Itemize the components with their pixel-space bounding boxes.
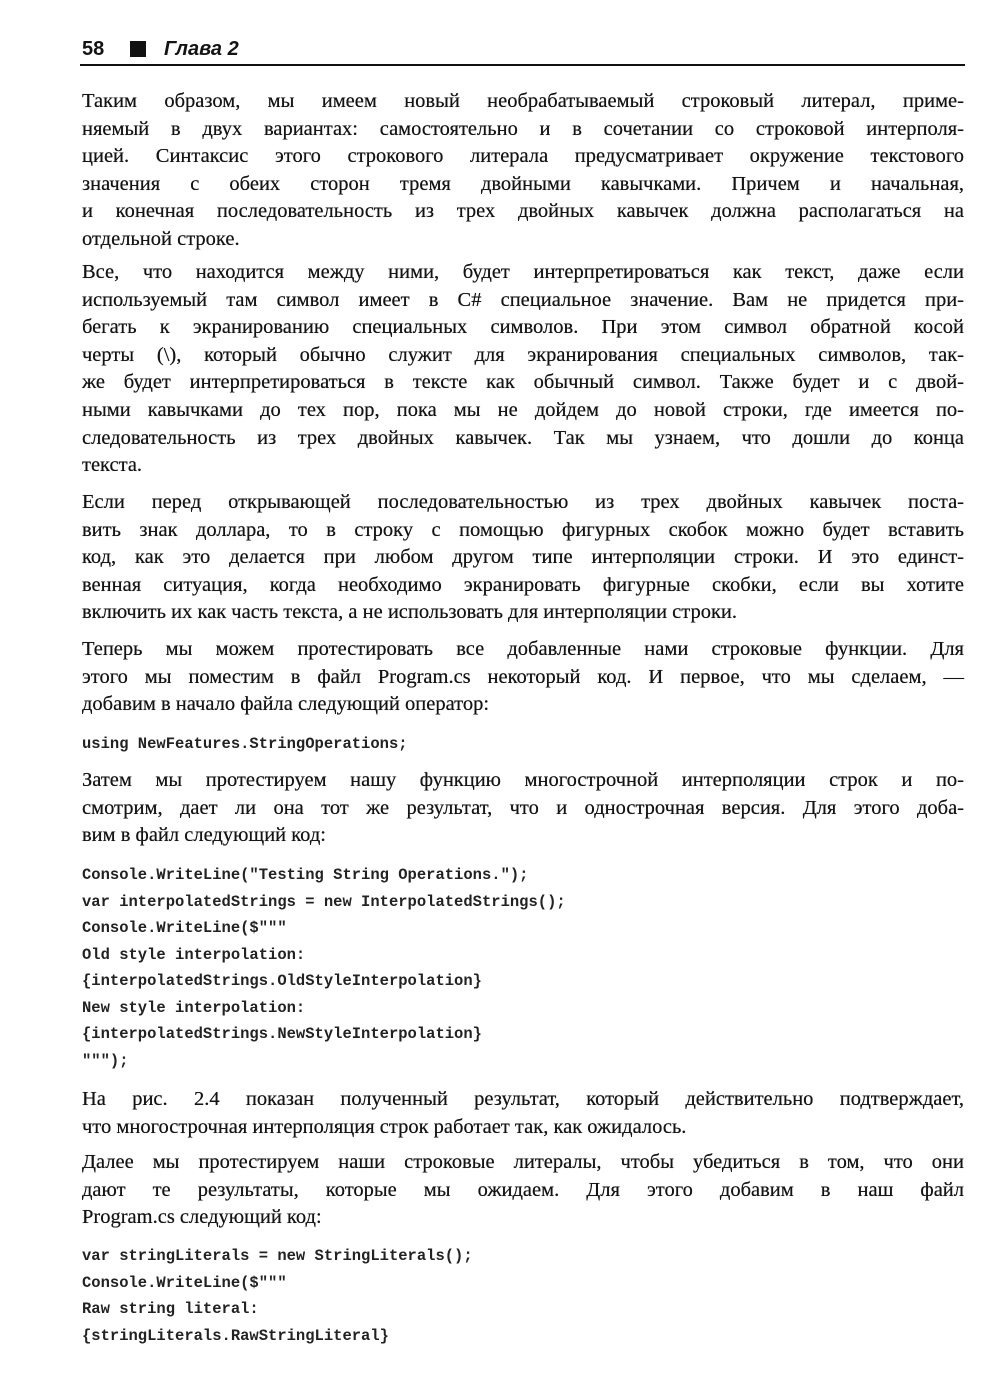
code-line: """); (82, 1051, 129, 1070)
paragraph (82, 1149, 964, 1232)
text-line: Теперь мы можем протестировать все добавленные нами строковые функции. Для (82, 638, 964, 660)
paragraph (82, 88, 964, 254)
paragraph (82, 767, 964, 850)
text-line: Таким образом, мы имеем новый необрабатываемый строковый литерал, приме- (82, 90, 964, 112)
text-line: дают те результаты, которые мы ожидаем. Для этого добавим в наш файл (82, 1178, 964, 1201)
text-line: и конечная последовательность из трех двойных кавычек должна располагаться на (82, 200, 964, 223)
text-line: Если перед открывающей последовательностью из трех двойных кавычек поста- (82, 491, 964, 513)
text-line: Program.cs следующий код: (82, 1206, 322, 1229)
text-line: что многострочная интерполяция строк работает так, как ожидалось. (82, 1115, 687, 1138)
text-line: вить знак доллара, то в строку с помощью фигурных скобок можно будет вставить (82, 518, 964, 541)
code-line: {interpolatedStrings.OldStyleInterpolation} (82, 972, 482, 990)
running-header (80, 38, 965, 66)
text-line: же будет интерпретироваться в тексте как обычный символ. Также будет и с двой- (82, 371, 964, 394)
code-listing (82, 862, 964, 1074)
text-line: бегать к экранированию специальных символов. При этом символ обратной косой (82, 316, 964, 339)
code-line: New style interpolation: (82, 998, 306, 1017)
code-line: Old style interpolation: (82, 945, 306, 964)
code-line: Raw string literal: (82, 1300, 259, 1318)
text-line: На рис. 2.4 показан полученный результат, который действительно подтверждает, (82, 1088, 964, 1110)
paragraph (82, 489, 964, 627)
text-line: значения с обеих сторон тремя двойными кавычками. Причем и начальная, (82, 172, 964, 195)
text-line: Далее мы протестируем наши строковые литералы, чтобы убедиться в том, что они (82, 1151, 964, 1173)
text-line: этого мы поместим в файл Program.cs некоторый код. И первое, что мы сделаем, — (82, 665, 964, 688)
code-line: {interpolatedStrings.NewStyleInterpolation} (82, 1025, 482, 1043)
code-listing (82, 1243, 964, 1349)
paragraph (82, 1086, 964, 1141)
text-line: следовательность из трех двойных кавычек. Так мы узнаем, что дошли до конца (82, 426, 964, 449)
code-line: Console.WriteLine("Testing String Operations."); (82, 866, 529, 884)
text-line: Все, что находится между ними, будет интерпретироваться как текст, даже если (82, 261, 964, 283)
text-line: используемый там символ имеет в C# специальное значение. Вам не придется при- (82, 288, 964, 311)
code-line: using NewFeatures.StringOperations; (82, 735, 408, 753)
code-line: var interpolatedStrings = new InterpolatedStrings(); (82, 892, 566, 911)
chapter-title: Глава 2 (164, 38, 239, 60)
paragraph (82, 259, 964, 480)
text-line: включить их как часть текста, а не использовать для интерполяции строки. (82, 601, 738, 624)
code-line: Console.WriteLine($""" (82, 1273, 287, 1292)
text-line: текста. (82, 454, 143, 477)
text-line: ными кавычками до тех пор, пока мы не дойдем до новой строки, где имеется по- (82, 398, 964, 421)
square-bullet-icon (130, 41, 146, 57)
paragraph (82, 636, 964, 719)
text-line: няемый в двух вариантах: самостоятельно и в сочетании со строковой интерполя- (82, 117, 964, 140)
text-line: код, как это делается при любом другом типе интерполяции строки. И это единст- (82, 546, 964, 569)
text-line: черты (\), который обычно служит для экранирования специальных символов, так- (82, 343, 964, 366)
text-line: венная ситуация, когда необходимо экранировать фигурные скобки, если вы хотите (82, 573, 964, 596)
page-number: 58 (82, 38, 105, 60)
code-listing (82, 731, 964, 758)
code-line: var stringLiterals = new StringLiterals(); (82, 1247, 473, 1265)
text-line: добавим в начало файла следующий оператор: (82, 693, 490, 716)
text-line: вим в файл следующий код: (82, 824, 326, 847)
text-line: отдельной строке. (82, 227, 240, 250)
text-line: смотрим, дает ли она тот же результат, что и однострочная версия. Для этого доба- (82, 796, 964, 819)
text-line: цией. Синтаксис этого строкового литерала предусматривает окружение текстового (82, 145, 964, 168)
code-line: Console.WriteLine($""" (82, 919, 287, 937)
text-line: Затем мы протестируем нашу функцию многострочной интерполяции строк и по- (82, 769, 964, 791)
code-line: {stringLiterals.RawStringLiteral} (82, 1326, 389, 1345)
